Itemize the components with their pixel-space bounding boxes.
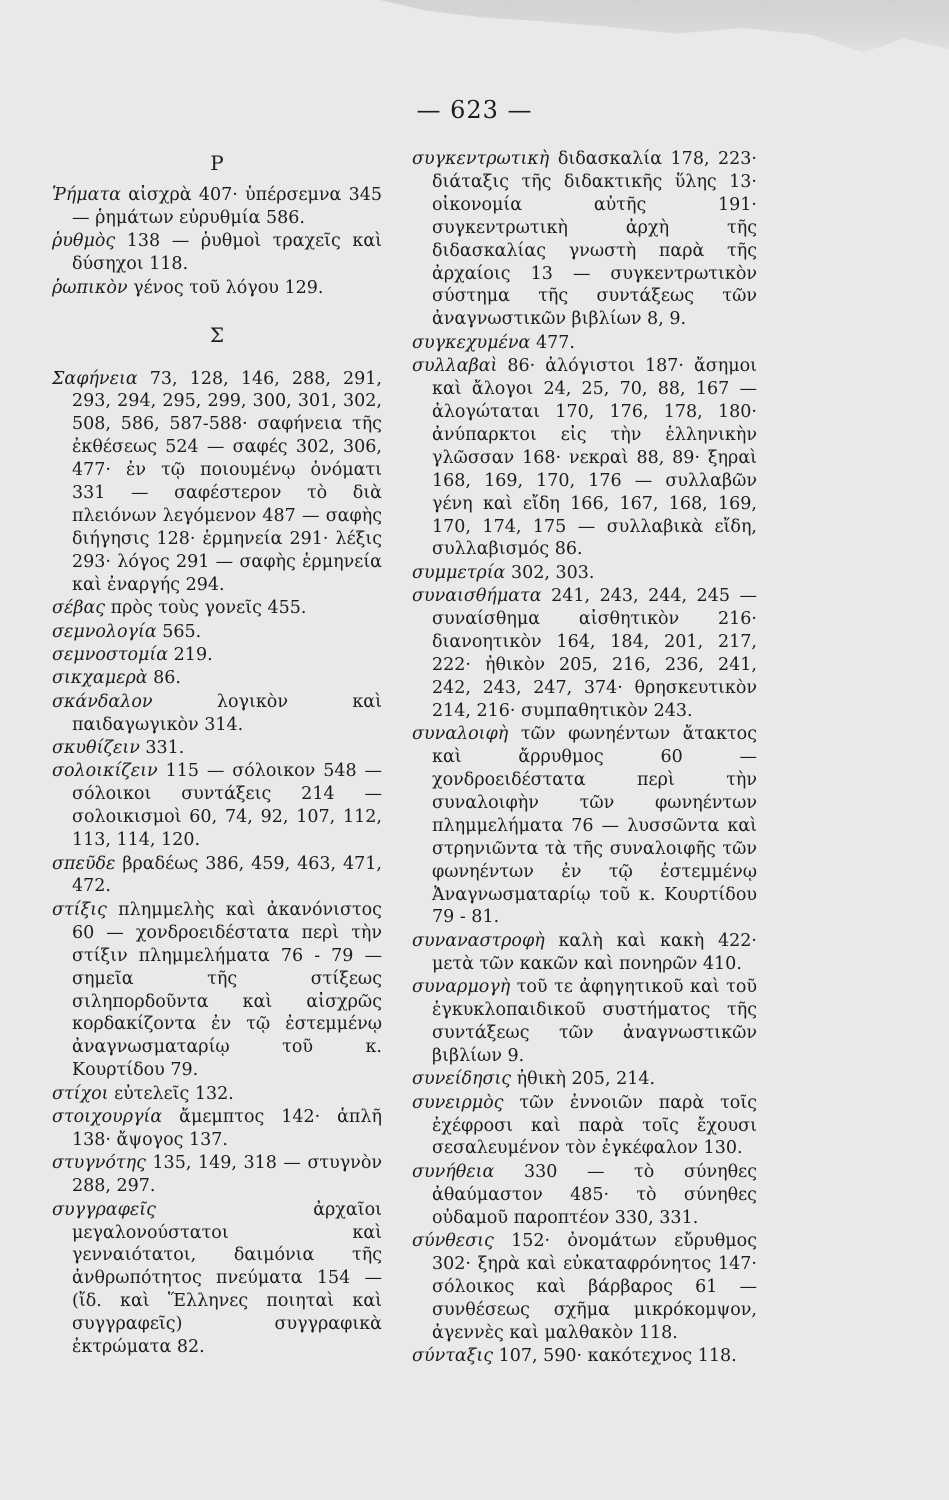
index-entry <box>52 1106 382 1152</box>
entry-text: 565. <box>156 621 202 642</box>
left-column <box>52 148 382 1360</box>
index-entry <box>52 899 382 1082</box>
entry-text: 241, 243, 244, 245 — συναίσθημα αἰσθητικὸν 216· διανοητικὸν 164, 184, 201, 217, 222· ἠθικὸν 205, 216, 236, 241, 242, 243, 247, 374· θρησκευτικὸν 214, 216· συμπαθητικὸν 243. <box>432 586 757 721</box>
entry-term: σύνταξις <box>412 1346 494 1367</box>
entry-text: αἰσχρὰ 407· ὑπέρσεμνα 345 — ῥημάτων εὐρυθμία 586. <box>72 185 382 228</box>
entry-term: συμμετρία <box>412 562 506 583</box>
entry-text: 86· ἀλόγιστοι 187· ἄσημοι καὶ ἄλογοι 24, 25, 70, 88, 167 — ἀλογώταται 170, 176, 178, 180· ἀνύπαρκτοι εἰς τὴν ἑλληνικὴν γλῶσσαν 168· νεκραὶ 88, 89· ξηραὶ 168, 169, 170, 176 — συλλαβῶν γένη καὶ εἴδη 166, 167, 168, 169, 170, 174, 175 — συλλαβικὰ εἴδη, συλλαβισμός 86. <box>432 356 757 560</box>
index-entry <box>52 1199 382 1359</box>
index-entry <box>412 585 757 722</box>
entry-text: 138 — ῥυθμοὶ τραχεῖς καὶ δύσηχοι 118. <box>72 231 382 275</box>
index-entry <box>52 184 382 230</box>
entry-term: Σαφήνεια <box>52 368 138 389</box>
entry-term: συνείδησις <box>412 1069 512 1090</box>
right-column <box>412 148 757 1369</box>
index-entry <box>52 691 382 737</box>
index-entry <box>412 723 757 929</box>
index-entry <box>52 368 382 597</box>
entry-text: 152· ὀνομάτων εὔρυθμος 302· ξηρὰ καὶ εὐκαταφρόνητος 147· σόλοικος καὶ βάρβαρος 61 — συνθέσεως σχῆμα μικρόκομψον, ἀγεννὲς καὶ μαλθακὸν 118. <box>432 1231 757 1343</box>
entry-text: 219. <box>168 644 213 665</box>
entry-term: συγγραφεῖς <box>52 1199 156 1220</box>
entry-text: εὐτελεῖς 132. <box>108 1083 234 1104</box>
index-entry <box>412 1161 757 1230</box>
index-entry <box>412 1230 757 1345</box>
entry-text: τοῦ τε ἀφηγητικοῦ καὶ τοῦ ἐγκυκλοπαιδικοῦ συστήματος τῆς συντάξεως τῶν ἀναγνωστικῶν βιβλίων 9. <box>432 977 757 1066</box>
index-entry <box>52 277 382 300</box>
index-entry <box>412 355 757 561</box>
index-entry <box>52 667 382 690</box>
index-entry <box>52 853 382 899</box>
section-letter-rho: Ρ <box>210 151 224 175</box>
entry-term: σύνθεσις <box>412 1231 494 1252</box>
index-entry <box>412 930 757 976</box>
index-entry <box>52 230 382 276</box>
entry-term: σικχαμερὰ <box>52 668 148 689</box>
entry-term: συνειρμὸς <box>412 1092 504 1113</box>
entry-text: 330 — τὸ σύνηθες ἀθαύμαστον 485· τὸ σύνηθες οὐδαμοῦ παροπτέον 330, 331. <box>432 1161 757 1228</box>
entry-text: πλημμελὴς καὶ ἀκανόνιστος 60 — χονδροειδέστατα περὶ τὴν στίξιν πλημμελήματα 76 - 79 — σημεῖα τῆς στίξεως σιληπορδοῦντα καὶ αἰσχρῶς κορδακίζοντα ἐν τῷ ἐστεμμένῳ ἀναγνωσματαρίῳ τοῦ κ. Κουρτίδου 79. <box>72 899 382 1081</box>
entry-term: σκάνδαλον <box>52 691 153 712</box>
entry-text: λογικὸν καὶ παιδαγωγικὸν 314. <box>72 691 382 735</box>
entry-text: 135, 149, 318 — στυγνὸν 288, 297. <box>72 1153 382 1197</box>
index-entry <box>52 621 382 644</box>
entry-text: γένος τοῦ λόγου 129. <box>127 277 324 298</box>
torn-paper-edge <box>380 0 949 70</box>
entry-text: 107, 590· κακότεχνος 118. <box>493 1346 737 1367</box>
page-number: — 623 — <box>416 96 533 124</box>
entry-term: σέβας <box>52 598 106 619</box>
entry-term: σπεῦδε <box>52 853 116 874</box>
index-entry <box>52 597 382 620</box>
index-entry <box>412 1092 757 1161</box>
entry-text: 86. <box>147 668 181 689</box>
entry-term: συγκεντρωτικὴ <box>412 149 550 169</box>
entry-term: συναρμογὴ <box>412 977 511 998</box>
entry-term: συναναστροφὴ <box>412 930 545 951</box>
entry-term: στυγνότης <box>52 1153 146 1174</box>
entry-term: σεμνοστομία <box>52 644 169 665</box>
entry-term: στίχοι <box>52 1083 109 1104</box>
entry-term: συλλαβαὶ <box>412 356 498 377</box>
section-letter-sigma: Σ <box>209 322 225 347</box>
index-entry <box>52 1152 382 1198</box>
entry-text: ἄμεμπτος 142· ἁπλῆ 138· ἄψογος 137. <box>72 1107 382 1150</box>
entry-text: βραδέως 386, 459, 463, 471, 472. <box>72 853 382 897</box>
index-entry <box>412 562 757 585</box>
index-entry <box>52 737 382 760</box>
index-entry <box>412 1068 757 1091</box>
entry-term: στίξις <box>52 899 107 920</box>
entry-text: 331. <box>139 738 185 759</box>
entry-term: σολοικίζειν <box>52 761 158 782</box>
index-entry <box>52 760 382 852</box>
entry-term: συναισθήματα <box>412 586 542 607</box>
entry-text: τῶν ἐννοιῶν παρὰ τοῖς ἐχέφροσι καὶ παρὰ τοῖς ἔχουσι σεσαλευμένον τὸν ἐγκέφαλον 130. <box>432 1092 757 1159</box>
entry-text: 73, 128, 146, 288, 291, 293, 294, 295, 299, 300, 301, 302, 508, 586, 587-588· σαφήνεια τῆς ἐκθέσεως 524 — σαφές 302, 306, 477· ἐν τῷ ποιουμένῳ ὀνόματι 331 — σαφέστερον τὸ διὰ πλειόνων λεγόμενον 487 — σαφὴς διήγησις 128· ἑρμηνεία 291· λέξις 293· λόγος 291 — σαφὴς ἑρμηνεία καὶ ἐναργής 294. <box>72 368 382 595</box>
entry-text: 302, 303. <box>505 562 595 583</box>
entry-text: πρὸς τοὺς γονεῖς 455. <box>105 598 307 619</box>
entry-text: ἠθικὴ 205, 214. <box>511 1069 656 1090</box>
index-entry <box>412 148 757 331</box>
index-entry <box>52 644 382 667</box>
entry-term: στοιχουργία <box>52 1107 163 1128</box>
entry-term: Ῥήματα <box>52 185 122 205</box>
index-entry <box>412 976 757 1068</box>
entry-text: διδασκαλία 178, 223· διάταξις τῆς διδακτικῆς ὕλης 13· οἰκονομία αὐτῆς 191· συγκεντρωτικὴ ἀρχὴ τῆς διδασκαλίας γνωστὴ παρὰ τῆς ἀρχαίοις 13 — συγκεντρωτικὸν σύστημα τῆς συντάξεως τῶν ἀναγνωστικῶν βιβλίων 8, 9. <box>432 149 757 330</box>
entry-term: σεμνολογία <box>52 621 157 642</box>
index-entry <box>412 332 757 355</box>
entry-term: ῥωπικὸν <box>52 277 128 298</box>
index-entry <box>52 1083 382 1106</box>
entry-term: ῥυθμὸς <box>52 231 116 252</box>
index-entry <box>412 1345 757 1368</box>
entry-text: 477. <box>530 332 575 353</box>
entry-text: τῶν φωνηέντων ἄτακτος καὶ ἄρρυθμος 60 — χονδροειδέστατα περὶ τὴν συναλοιφὴν τῶν φωνηέντων πλημμελήματα 76 — λυσσῶντα καὶ στρηνιῶντα τὰ τῆς συναλοιφῆς τῶν φωνηέντων ἐν τῷ ἐστεμμένῳ Ἀναγνωσματαρίῳ τοῦ κ. Κουρτίδου 79 - 81. <box>432 724 757 928</box>
entry-term: συγκεχυμένα <box>412 332 531 353</box>
entry-text: 115 — σόλοικον 548 — σόλοικοι συντάξεις 214 — σολοικισμοὶ 60, 74, 92, 107, 112, 113, 114, 120. <box>72 761 382 851</box>
entry-text: ἀρχαῖοι μεγαλονούστατοι καὶ γενναιότατοι, δαιμόνια τῆς ἀνθρωπότητος πνεύματα 154 — (ἴδ. καὶ Ἕλληνες ποιηταὶ καὶ συγγραφεῖς) συγγραφικὰ ἐκτρώματα 82. <box>72 1199 382 1358</box>
entry-term: συναλοιφὴ <box>412 724 509 745</box>
entry-term: σκυθίζειν <box>52 738 140 759</box>
entry-text: καλὴ καὶ κακὴ 422· μετὰ τῶν κακῶν καὶ πονηρῶν 410. <box>432 930 757 974</box>
entry-term: συνήθεια <box>412 1161 495 1182</box>
